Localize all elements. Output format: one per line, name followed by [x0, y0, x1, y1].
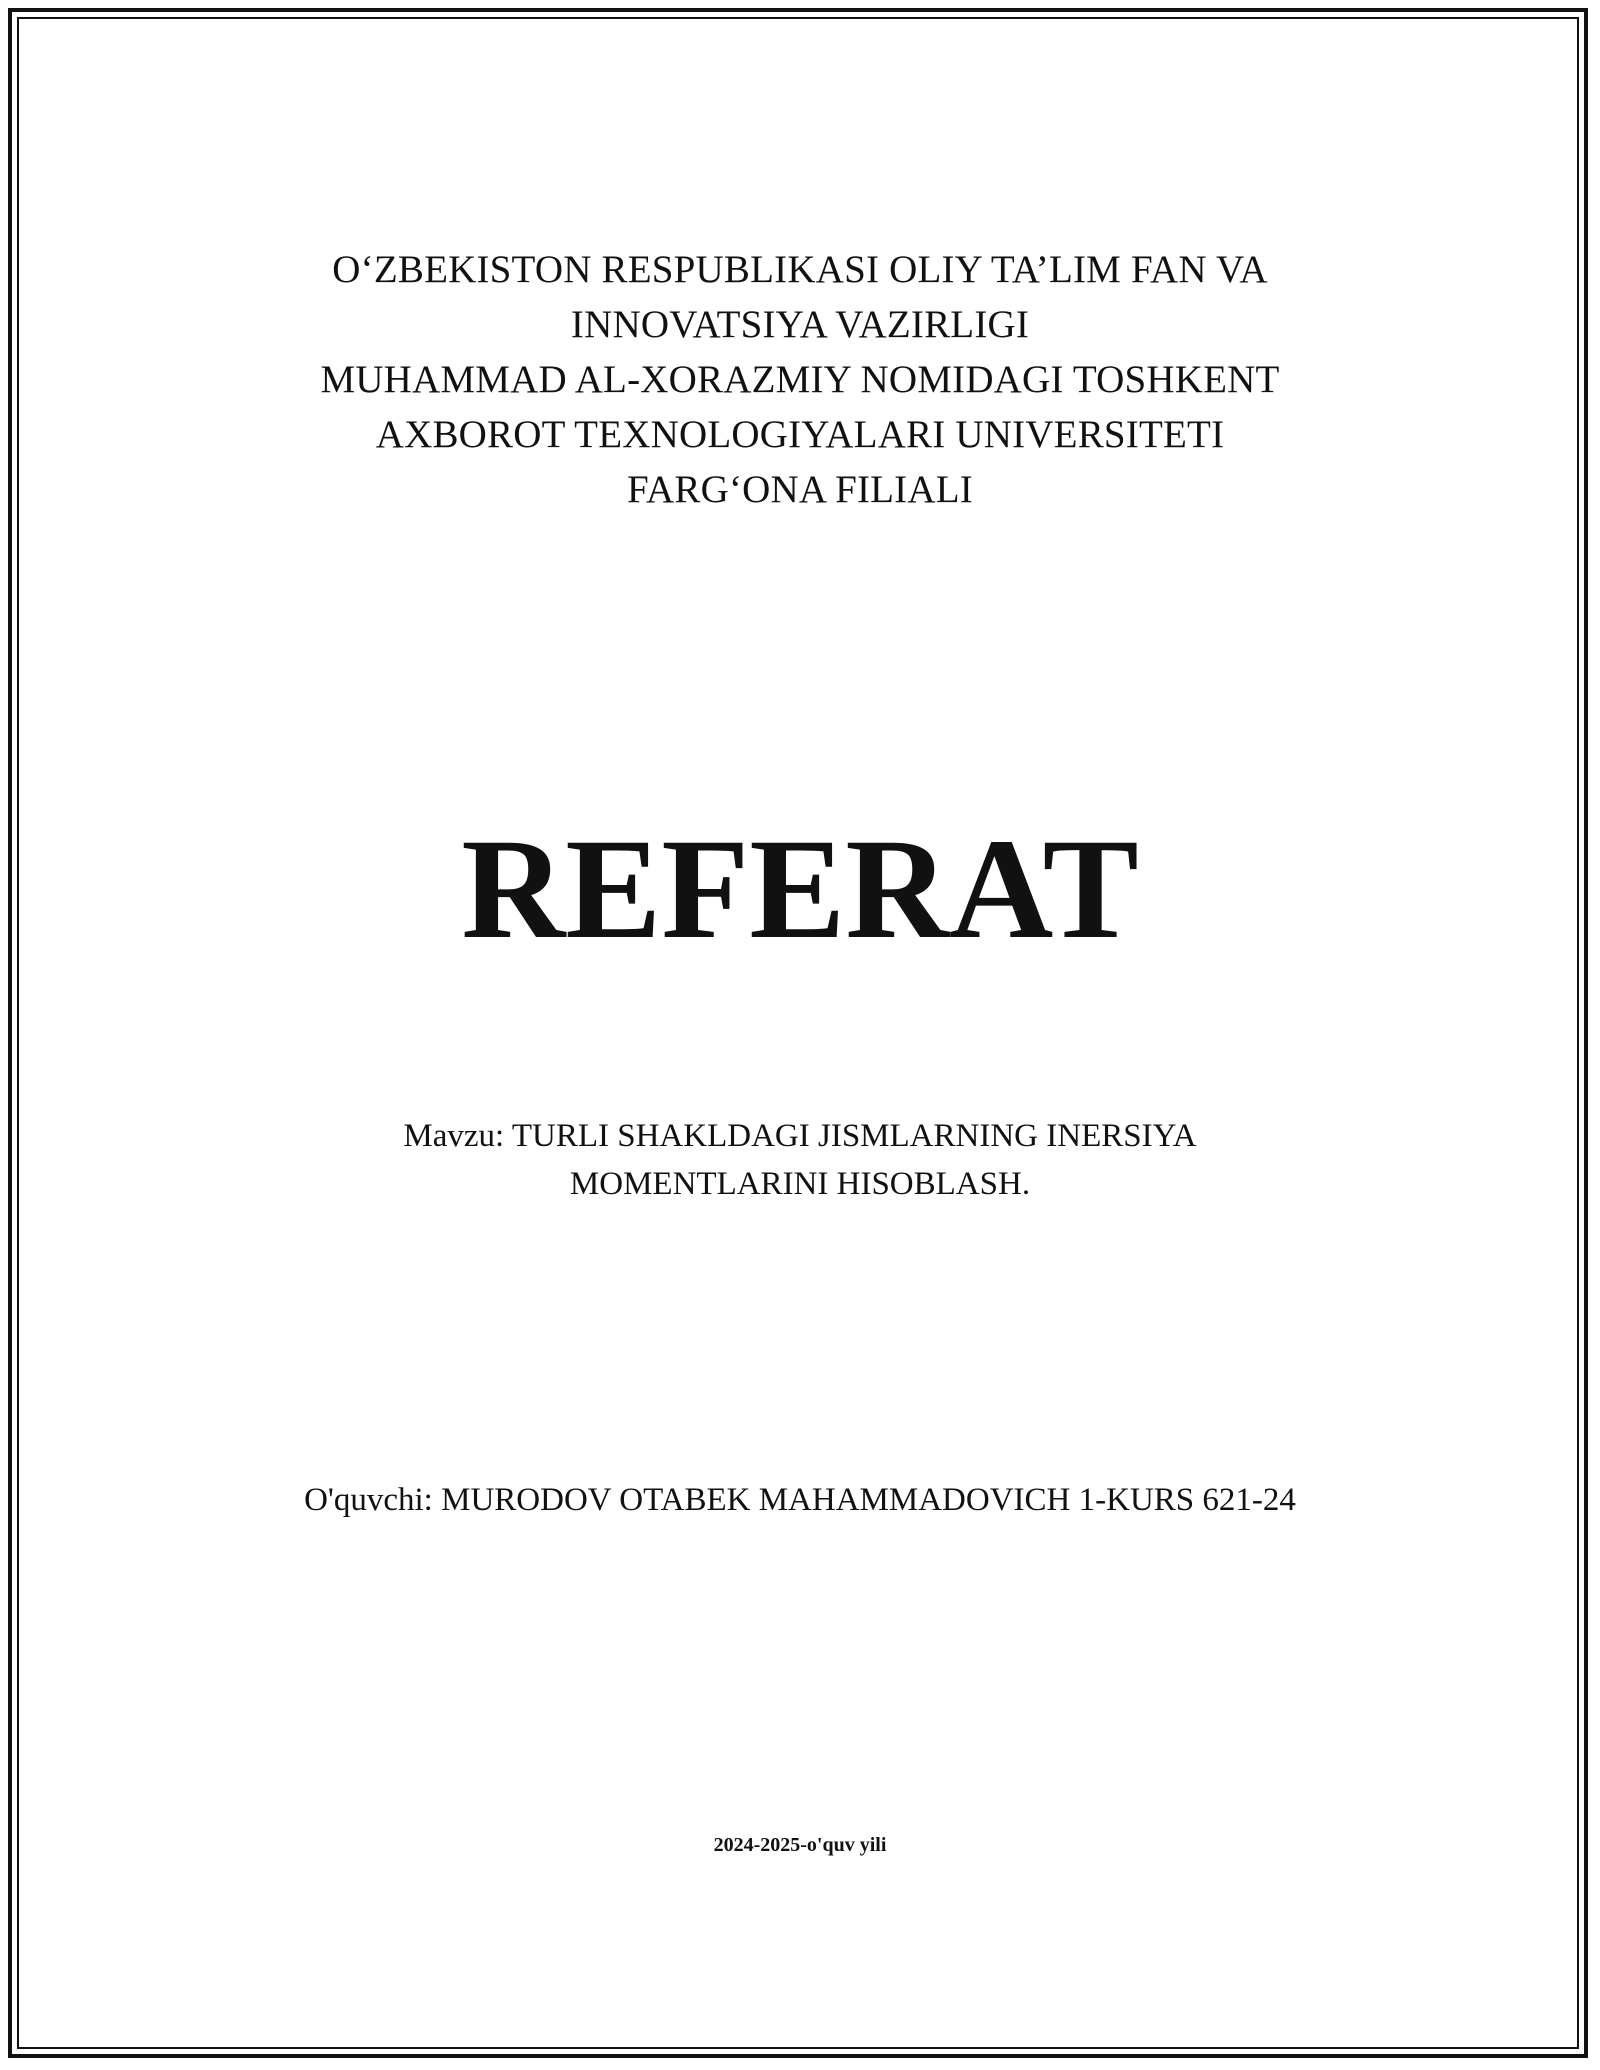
header-line-university: MUHAMMAD AL-XORAZMIY NOMIDAGI TOSHKENT: [320, 358, 1280, 401]
header-line-ministry: O‘ZBEKISTON RESPUBLIKASI OLIY TA’LIM FAN VA: [332, 248, 1268, 291]
academic-year: 2024-2025-o'quv yili: [713, 1834, 887, 1856]
header-line-university-cont: AXBOROT TEXNOLOGIYALARI UNIVERSITETI: [375, 413, 1225, 456]
topic-block: [0, 1112, 1600, 1208]
header-line-branch: FARG‘ONA FILIALI: [627, 468, 973, 511]
header-line-ministry-cont: INNOVATSIYA VAZIRLIGI: [570, 303, 1030, 346]
institution-header: [0, 242, 1600, 517]
student-info: O'quvchi: MURODOV OTABEK MAHAMMADOVICH 1-KURS 621-24: [304, 1482, 1296, 1518]
topic-line-1: Mavzu: TURLI SHAKLDAGI JISMLARNING INERSIYA: [403, 1118, 1197, 1154]
topic-line-2: MOMENTLARINI HISOBLASH.: [569, 1166, 1031, 1202]
document-title: REFERAT: [461, 810, 1139, 969]
